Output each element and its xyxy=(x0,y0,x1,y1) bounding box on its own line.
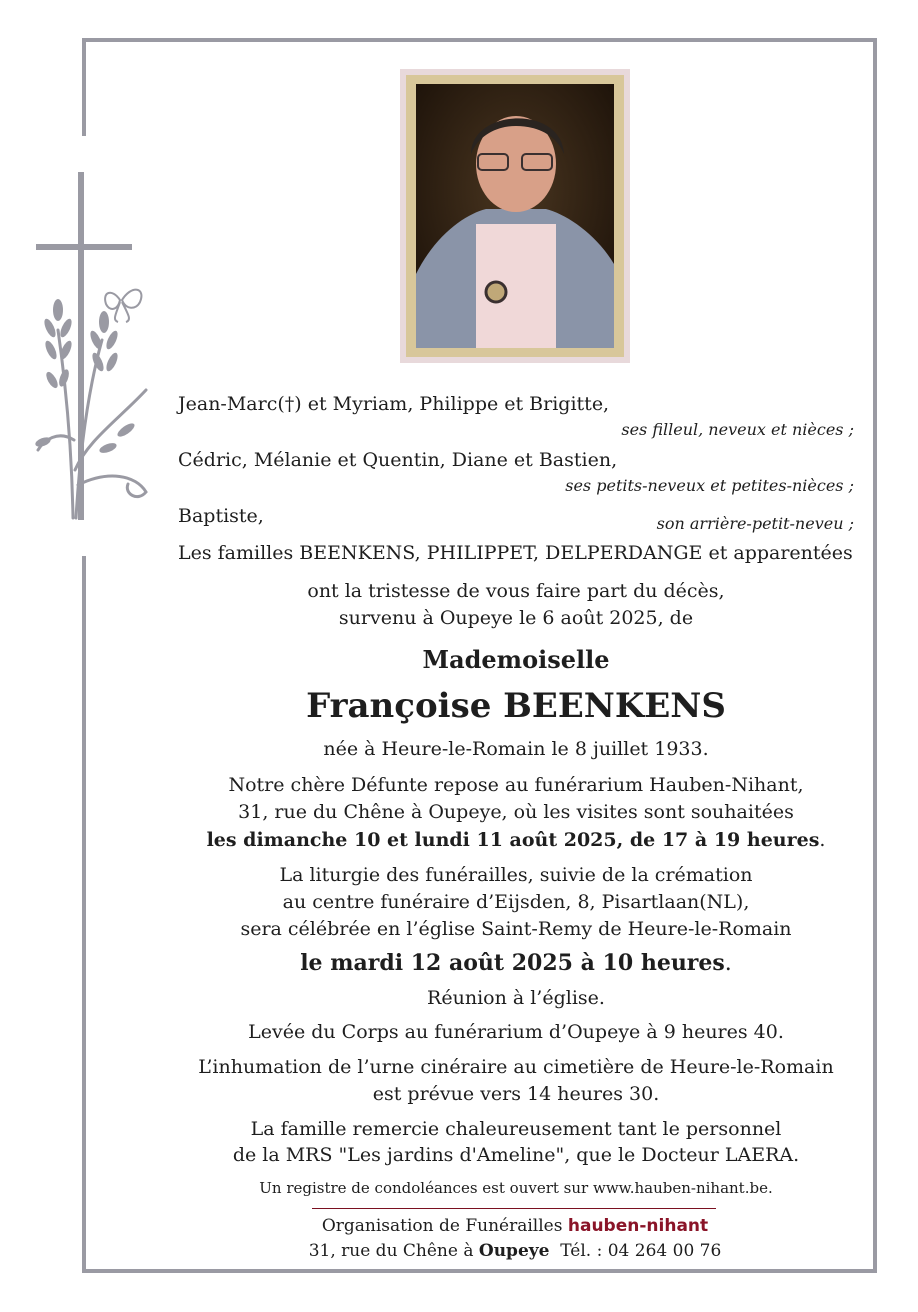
announce-line-1: ont la tristesse de vous faire part du décès, xyxy=(307,580,725,602)
meeting-text: Réunion à l’église. xyxy=(427,987,605,1009)
deceased-title: Mademoiselle xyxy=(422,645,610,674)
family-role-2: ses petits-neveux et petites-nièces ; xyxy=(565,476,854,495)
liturgy-line-1: La liturgie des funérailles, suivie de la crémation xyxy=(279,864,753,886)
registry-text: Un registre de condoléances est ouvert sur www.hauben-nihant.be. xyxy=(259,1179,773,1197)
deceased-name: Françoise BEENKENS xyxy=(306,686,726,726)
thanks-line-1: La famille remercie chaleureusement tant le personnel xyxy=(250,1118,782,1140)
floral-wheat-butterfly-icon xyxy=(28,270,158,520)
footer-phone: Tél. : 04 264 00 76 xyxy=(560,1241,722,1261)
visits-line-1: Notre chère Défunte repose au funérarium Hauben-Nihant, xyxy=(228,774,804,796)
visits-dates: les dimanche 10 et lundi 11 août 2025, de 17 à 19 heures xyxy=(206,829,820,851)
footer-address: 31, rue du Chêne à xyxy=(308,1241,474,1261)
inhumation-line-1: L’inhumation de l’urne cinéraire au cimetière de Heure-le-Romain xyxy=(198,1056,834,1078)
deceased-born: née à Heure-le-Romain le 8 juillet 1933. xyxy=(323,738,709,760)
family-role-1: ses filleul, neveux et nièces ; xyxy=(621,420,854,439)
visits-line-2: 31, rue du Chêne à Oupeye, où les visites sont souhaitées xyxy=(238,801,794,823)
footer-city: Oupeye xyxy=(478,1241,550,1261)
visits-period: . xyxy=(819,829,826,851)
footer-address-line xyxy=(0,1240,918,1262)
liturgy-period: . xyxy=(724,951,732,976)
liturgy-date: le mardi 12 août 2025 à 10 heures xyxy=(300,950,725,976)
portrait-photo xyxy=(416,84,614,348)
cross-bar xyxy=(36,244,132,250)
inhumation-line-2: est prévue vers 14 heures 30. xyxy=(372,1083,660,1105)
liturgy-line-4 xyxy=(82,949,918,978)
footer-org: Organisation de Funérailles xyxy=(321,1216,563,1236)
family-role-3: son arrière-petit-neveu ; xyxy=(656,514,854,533)
liturgy-line-3: sera célébrée en l’église Saint-Remy de Heure-le-Romain xyxy=(240,918,792,940)
levee-text: Levée du Corps au funérarium d’Oupeye à 9 heures 40. xyxy=(248,1021,784,1043)
family-line-3: Baptiste, xyxy=(178,505,264,527)
footer-org-line xyxy=(0,1215,918,1237)
family-line-1: Jean-Marc(†) et Myriam, Philippe et Brigitte, xyxy=(178,393,610,415)
footer-brand-logo: hauben-nihant xyxy=(567,1216,709,1236)
family-line-2: Cédric, Mélanie et Quentin, Diane et Bastien, xyxy=(178,449,618,471)
liturgy-line-2: au centre funéraire d’Eijsden, 8, Pisartlaan(NL), xyxy=(282,891,750,913)
footer-divider xyxy=(312,1208,716,1209)
thanks-line-2: de la MRS "Les jardins d'Ameline", que le Docteur LAERA. xyxy=(232,1144,800,1166)
announce-line-2: survenu à Oupeye le 6 août 2025, de xyxy=(338,607,694,629)
visits-line-3 xyxy=(82,828,918,852)
family-line-4: Les familles BEENKENS, PHILIPPET, DELPERDANGE et apparentées xyxy=(178,542,853,564)
